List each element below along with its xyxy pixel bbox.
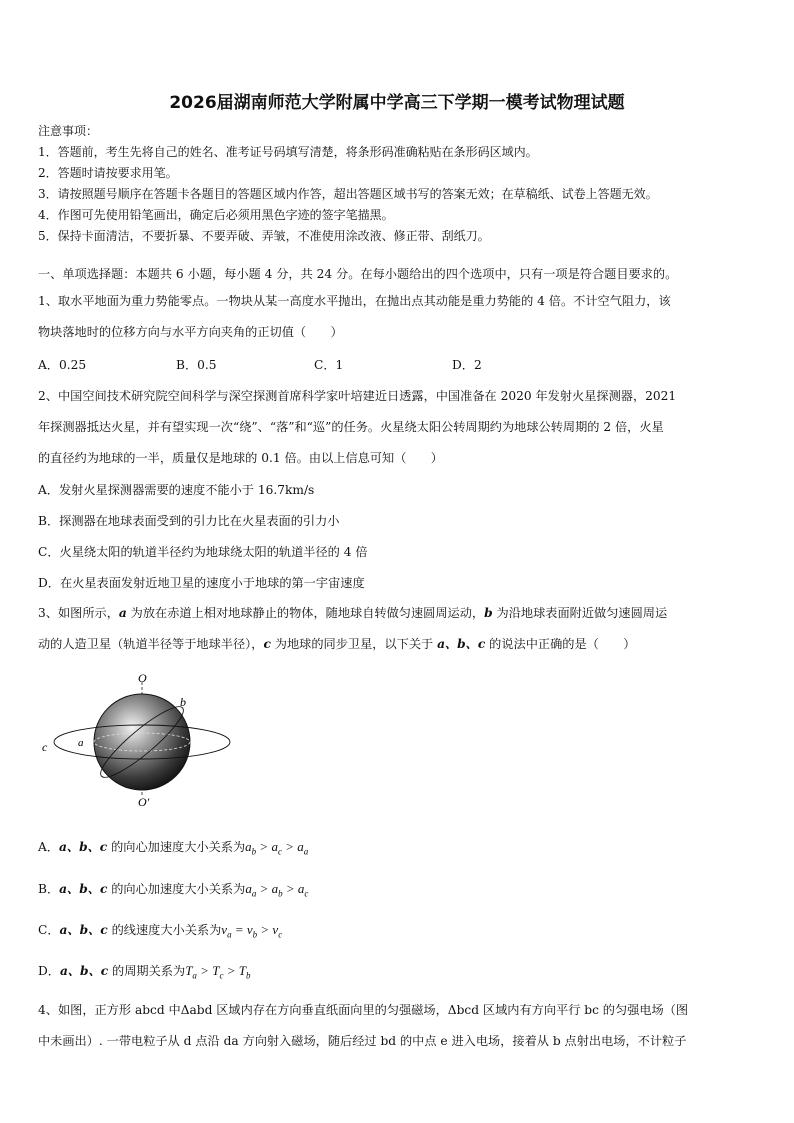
notice-heading: 注意事项： — [38, 124, 99, 138]
notice-item: 3．请按照题号顺序在答题卡各题目的答题区域内作答，超出答题区域书写的答案无效；在草稿纸、试卷上答题无效。 — [38, 187, 658, 201]
question-3-line: 动的人造卫星（轨道半径等于地球半径），c 为地球的同步卫星，以下关于 a、b、c 的说法中正确的是（ ） — [38, 637, 636, 651]
question-3-option-d: D．a、b、c 的周期关系为$T_a > T_c > T_b$ — [38, 963, 251, 981]
notice-item: 5．保持卡面清洁，不要折暴、不要弄破、弄皱，不准使用涂改液、修正带、刮纸刀。 — [38, 229, 490, 243]
earth-sphere — [94, 694, 190, 790]
option-a: A．0.25 — [38, 358, 87, 372]
label-o: O — [138, 671, 147, 685]
question-1-line: 物块落地时的位移方向与水平方向夹角的正切值（ ） — [38, 325, 343, 339]
option-c: C．1 — [314, 358, 344, 372]
question-2-option-c: C．火星绕太阳的轨道半径约为地球绕太阳的轨道半径的 4 倍 — [38, 545, 368, 559]
notice-item: 1．答题前，考生先将自己的姓名、准考证号码填写清楚，将条形码准确粘贴在条形码区域内。 — [38, 145, 538, 159]
question-2-option-d: D．在火星表面发射近地卫星的速度小于地球的第一宇宙速度 — [38, 576, 365, 590]
question-2-option-b: B．探测器在地球表面受到的引力比在火星表面的引力小 — [38, 514, 340, 528]
question-3-option-c: C．a、b、c 的线速度大小关系为$v_a = v_b > v_c$ — [38, 922, 283, 940]
option-b: B．0.5 — [176, 358, 217, 372]
question-2-line: 的直径约为地球的一半，质量仅是地球的 0.1 倍。由以上信息可知（ ） — [38, 451, 443, 465]
earth-orbit-figure — [38, 668, 238, 810]
question-3-line: 3、如图所示，a 为放在赤道上相对地球静止的物体，随地球自转做匀速圆周运动，b 为沿地球表面附近做匀速圆周运 — [38, 606, 668, 620]
question-3-option-a: A．a、b、c 的向心加速度大小关系为$a_b > a_c > a_a$ — [38, 839, 309, 857]
section-heading: 一、单项选择题：本题共 6 小题，每小题 4 分，共 24 分。在每小题给出的四个选项中，只有一项是符合题目要求的。 — [38, 267, 678, 281]
question-2-line: 年探测器抵达火星，并有望实现一次“绕”、“落”和“巡”的任务。火星绕太阳公转周期约为地球公转周期的 2 倍，火星 — [38, 420, 664, 434]
question-4-line: 中未画出）. 一带电粒子从 d 点沿 da 方向射入磁场，随后经过 bd 的中点 e 进入电场，接着从 b 点射出电场，不计粒子 — [38, 1034, 687, 1048]
formula: $a_a > a_b > a_c$ — [245, 881, 309, 899]
page-title: 2026届湖南师范大学附属中学高三下学期一模考试物理试题 — [169, 93, 625, 113]
formula: $a_b > a_c > a_a$ — [245, 839, 309, 857]
question-3-option-b: B．a、b、c 的向心加速度大小关系为$a_a > a_b > a_c$ — [38, 881, 309, 899]
label-a: a — [78, 737, 84, 749]
label-c: c — [42, 740, 48, 754]
label-o-prime: O′ — [138, 795, 150, 809]
formula: $T_a > T_c > T_b$ — [185, 963, 251, 981]
question-2-option-a: A．发射火星探测器需要的速度不能小于 16.7km/s — [38, 483, 315, 497]
question-2-line: 2、中国空间技术研究院空间科学与深空探测首席科学家叶培建近日透露，中国准备在 2020 年发射火星探测器，2021 — [38, 389, 677, 403]
notice-item: 2．答题时请按要求用笔。 — [38, 166, 178, 180]
option-d: D．2 — [452, 358, 482, 372]
formula: $v_a = v_b > v_c$ — [221, 922, 283, 940]
question-1-line: 1、取水平地面为重力势能零点。一物块从某一高度水平抛出，在抛出点其动能是重力势能的 4 倍。不计空气阻力，该 — [38, 294, 671, 308]
question-1-options — [38, 356, 758, 374]
question-4-line: 4、如图，正方形 abcd 中Δabd 区域内存在方向垂直纸面向里的匀强磁场，Δbcd 区域内有方向平行 bc 的匀强电场（图 — [38, 1003, 689, 1017]
label-b: b — [180, 695, 186, 709]
notice-item: 4．作图可先使用铅笔画出，确定后必须用黑色字迹的签字笔描黑。 — [38, 208, 394, 222]
